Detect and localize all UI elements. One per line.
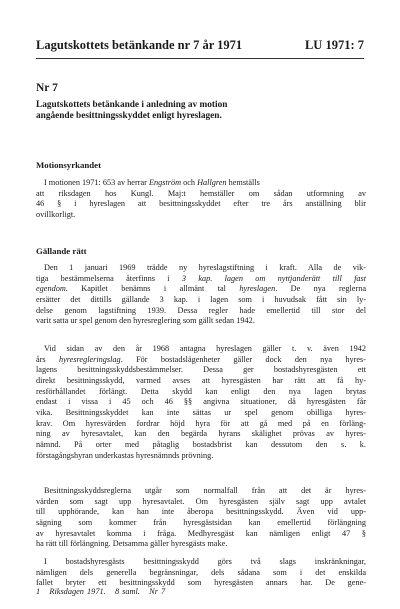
text-line: I bostadshyresgästs besittningsskydd görs två slags inskränkningar, [44, 557, 366, 566]
text-line: krav. Om hyresvärden fordrar höjd hyra för att gå med på en förläng- [36, 418, 366, 428]
text-line: värden som sagt upp hyresavtalet. Om hyresgästen själv sagt upp avtalet [36, 496, 366, 506]
law-term: hyreslagen [239, 284, 276, 294]
document-title [36, 100, 336, 123]
document-number: Nr 7 [36, 82, 58, 94]
footer-volume: 8 saml. [114, 587, 140, 596]
text-run: hemställs [226, 178, 260, 187]
text-run: och [181, 178, 198, 187]
text-line [36, 284, 366, 295]
text-line: av hyresavtalet komma i fråga. Medhyresgäst kan nämligen enligt 47 § [36, 528, 366, 538]
text-line: ovillkorligt. [36, 209, 76, 219]
text-run: års [36, 354, 59, 364]
law-paragraph-3 [36, 486, 366, 550]
section-heading-law: Gällande rätt [36, 246, 87, 256]
law-reference: egendom [36, 284, 66, 294]
text-line: nämnd. På orter med påtaglig bostadsbrist kan dessutom den s. k. [36, 439, 366, 449]
law-reference: 3 kap. lagen om nyttjanderätt till fast [181, 273, 366, 283]
text-line: endast i vissa i 45 och 46 §§ angivna situationer, då hyresgästen får [36, 397, 366, 407]
motion-paragraph [36, 178, 366, 221]
text-run: . Kapitlet benämns i allmänt tal [65, 284, 240, 294]
text-line: till upphörande, kan han inte åberopa besittningsskydd. Även vid upp- [36, 507, 366, 517]
text-line [36, 355, 366, 366]
text-line: Besittningsskyddsreglerna utgår som normalfall från att det är hyres- [44, 486, 366, 495]
text-line: varit satta ur spel genom den hyresreglering som gällt sedan 1942. [36, 316, 255, 326]
person-name: Engström [148, 178, 182, 187]
header-rule [36, 58, 364, 59]
text-line: resförhållandet förlängt. Detta skydd kan enligt den nya lagen brytas [36, 386, 366, 396]
text-line: 46 § i hyreslagen att besittningsskyddet efter tre års anställning blir [36, 199, 366, 209]
text-line: lagens besittningsskyddsbestämmelser. Dessa ger bostadshyresgästen ett [36, 365, 366, 375]
text-line [36, 274, 366, 285]
text-line [36, 178, 366, 189]
text-run: I motionen 1971: 653 av herrar [44, 178, 149, 187]
running-header [36, 38, 364, 53]
document-title-line-1: Lagutskottets betänkande i anledning av motion [36, 100, 228, 110]
law-paragraph-4 [36, 557, 366, 589]
text-line: ersätter det dittills gällande 3 kap. i lagen som i huvudsak fått sin ly- [36, 294, 366, 304]
text-line: ning av hyresavtalet, kan den begärda hyrans skälighet prövas av hyres- [36, 429, 366, 439]
law-paragraph-1 [36, 263, 366, 327]
text-line: nämligen dels generella begränsningar, dels sådana som i det enskilda [36, 567, 366, 577]
text-line: Vid sidan av den år 1968 antagna hyreslagen gäller t. v. även 1942 [44, 344, 366, 353]
text-run: . De nya reglerna [275, 284, 366, 294]
text-run: tiga bestämmelserna återfinns i [36, 273, 182, 283]
header-reference: LU 1971: 7 [304, 38, 364, 52]
header-title: Lagutskottets betänkande nr 7 år 1971 [36, 38, 243, 52]
footer-page-number: 1 [36, 587, 41, 596]
law-paragraph-2 [36, 344, 366, 461]
text-line: fallet bryter ett besittningsskydd som hyresgästen annars har. De gene- [36, 578, 366, 588]
text-line: att riksdagen hos Kungl. Maj:t hemställer om sådan utformning av [36, 188, 366, 198]
page-footer [36, 587, 165, 596]
footer-number: Nr 7 [149, 587, 166, 596]
text-line: delse genom lagstiftning 1939. Dessa regler hade emellertid till stor del [36, 305, 366, 315]
text-line: förstagångshyran underkastas hyresnämnds prövning. [36, 450, 214, 460]
text-line: vika. Besittningsskyddet kan inte sättas ur spel genom obilliga hyres- [36, 407, 366, 417]
text-run: . För bostadslägenheter gäller dock den nya hyres- [120, 354, 366, 364]
text-line: ha rätt till förlängning. Detsamma gäller hyresgästs make. [36, 539, 228, 549]
text-line: direkt besittningsskydd, varmed avses att hyresgästen har rätt att få hy- [36, 375, 366, 385]
person-name: Hallgren [197, 178, 227, 187]
document-title-line-2: angående besittningsskyddet enligt hyreslagen. [36, 111, 222, 122]
footer-source: Riksdagen 1971. [49, 587, 106, 596]
text-line: sägning som kommer från hyresgästsidan kan emellertid förlängning [36, 517, 366, 527]
text-line: Den 1 januari 1969 trädde ny hyreslagstiftning i kraft. Alla de vik- [44, 263, 366, 272]
law-term: hyresregleringslag [58, 354, 121, 364]
section-heading-motion: Motionsyrkandet [36, 160, 102, 170]
